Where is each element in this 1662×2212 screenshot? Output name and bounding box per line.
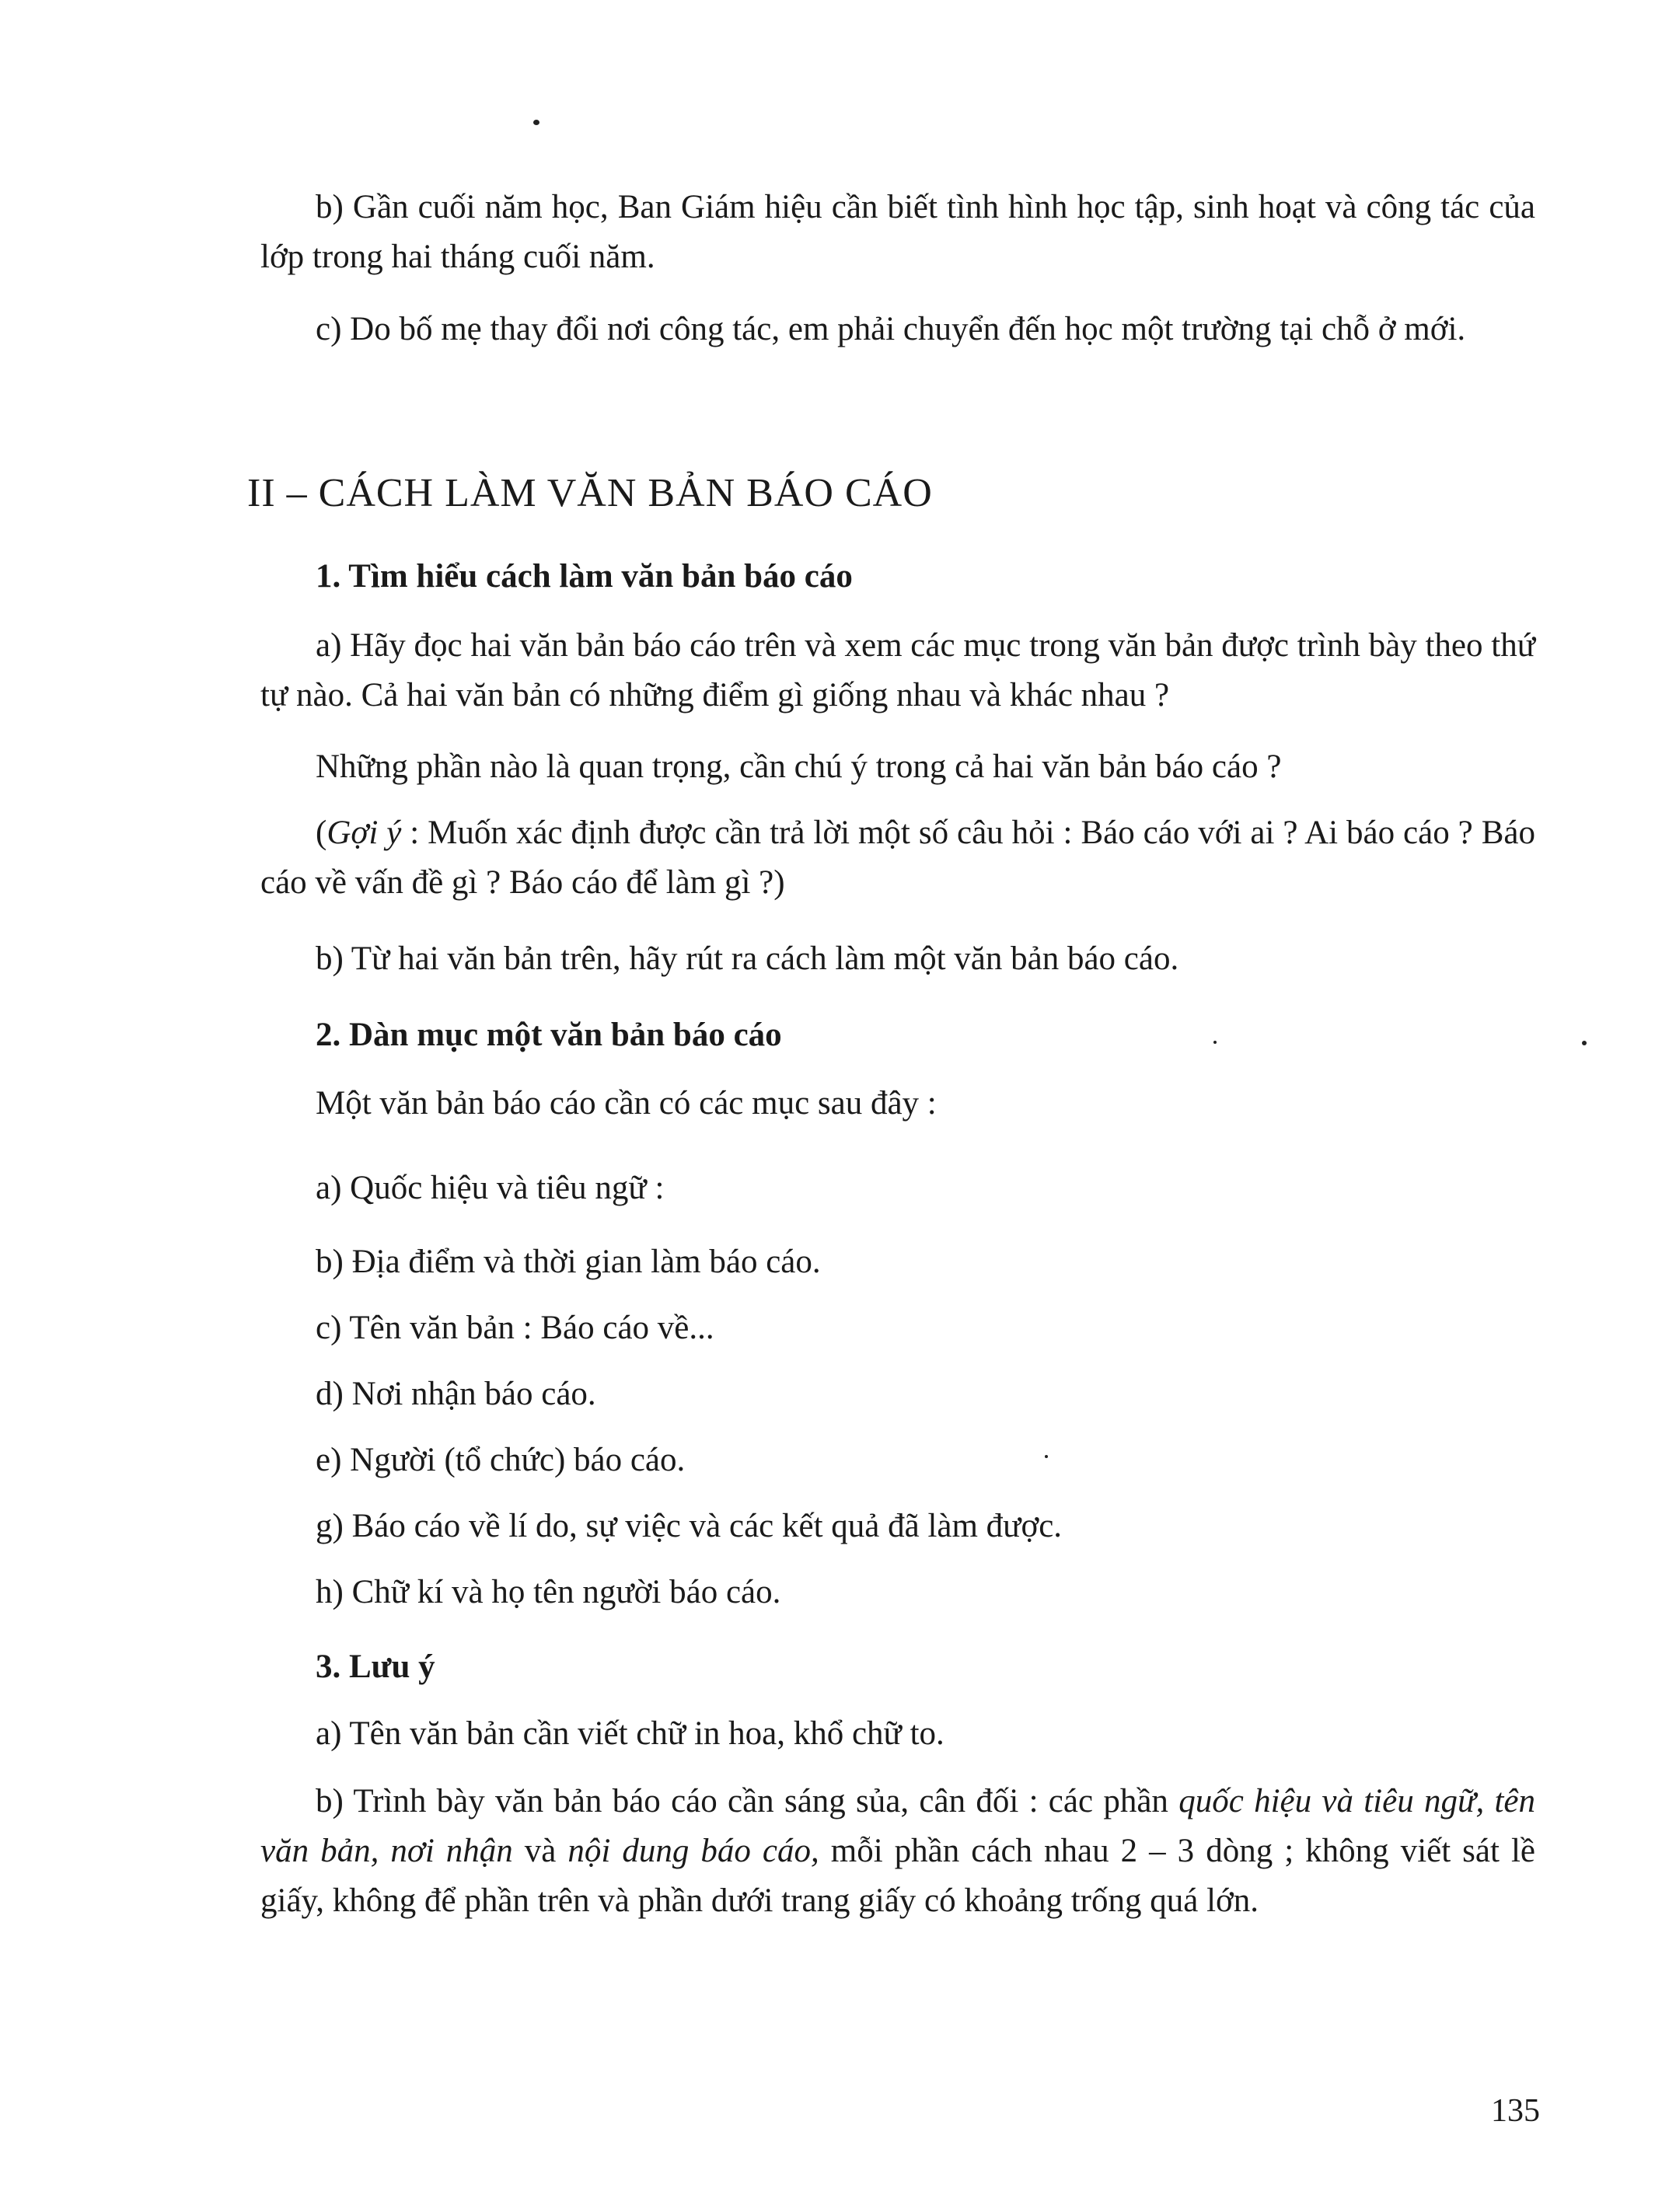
item-b-text-1: b) Trình bày văn bản báo cáo cần sáng sủa, cân đối : các phần [316,1783,1179,1819]
part3-item-b [260,1777,1535,1926]
part1-item-a: a) Hãy đọc hai văn bản báo cáo trên và xem các mục trong văn bản được trình bày theo thứ tự nào. Cả hai văn bản có những điểm gì giống nhau và khác nhau ? [260,627,1535,713]
list-item: g) Báo cáo về lí do, sự việc và các kết quả đã làm được. [316,1508,1063,1544]
item-b-text-2: và [512,1833,568,1869]
scan-speck [533,120,539,125]
scan-speck [1213,1041,1217,1044]
part2-heading: 2. Dàn mục một văn bản báo cáo [316,1017,782,1053]
intro-item-b: b) Gần cuối năm học, Ban Giám hiệu cần biết tình hình học tập, sinh hoạt và công tác của lớp trong hai tháng cuối năm. [260,189,1535,275]
scan-speck [1582,1041,1587,1045]
list-item: b) Địa điểm và thời gian làm báo cáo. [316,1244,821,1280]
list-item: e) Người (tổ chức) báo cáo. [316,1442,686,1478]
hint-open: ( [316,815,327,851]
list-item: h) Chữ kí và họ tên người báo cáo. [316,1574,781,1610]
part1-item-b: b) Từ hai văn bản trên, hãy rút ra cách làm một văn bản báo cáo. [316,940,1179,977]
part1-question: Những phần nào là quan trọng, cần chú ý trong cả hai văn bản báo cáo ? [316,748,1282,785]
part3-heading: 3. Lưu ý [316,1649,435,1685]
item-b-emphasis-1: quốc hiệu và tiêu ngữ, tên văn bản, nơi nhận [260,1783,1536,1869]
page-number: 135 [1491,2093,1540,2129]
list-item: a) Quốc hiệu và tiêu ngữ : [316,1170,665,1206]
part1-heading: 1. Tìm hiểu cách làm văn bản báo cáo [316,558,853,595]
hint-text: : Muốn xác định được cần trả lời một số câu hỏi : Báo cáo với ai ? Ai báo cáo ? Báo cáo về vấn đề gì ? Báo cáo để làm gì ?) [260,815,1535,901]
scan-speck [1045,1455,1048,1458]
part3-item-a: a) Tên văn bản cần viết chữ in hoa, khổ chữ to. [316,1715,944,1752]
hint-label: Gợi ý [326,815,402,851]
intro-item-c: c) Do bố mẹ thay đổi nơi công tác, em phải chuyển đến học một trường tại chỗ ở mới. [316,311,1466,347]
list-item: c) Tên văn bản : Báo cáo về... [316,1310,714,1346]
list-item: d) Nơi nhận báo cáo. [316,1376,596,1412]
item-b-text-3: mỗi phần cách nhau 2 – 3 dòng ; không viết sát lề giấy, không để phần trên và phần dưới trang giấy có khoảng trống quá lớn. [260,1833,1535,1919]
part2-intro: Một văn bản báo cáo cần có các mục sau đây : [316,1085,937,1122]
item-b-emphasis-2: nội dung báo cáo, [567,1833,819,1869]
section-heading: II – CÁCH LÀM VĂN BẢN BÁO CÁO [247,471,933,515]
part1-hint [260,808,1535,908]
